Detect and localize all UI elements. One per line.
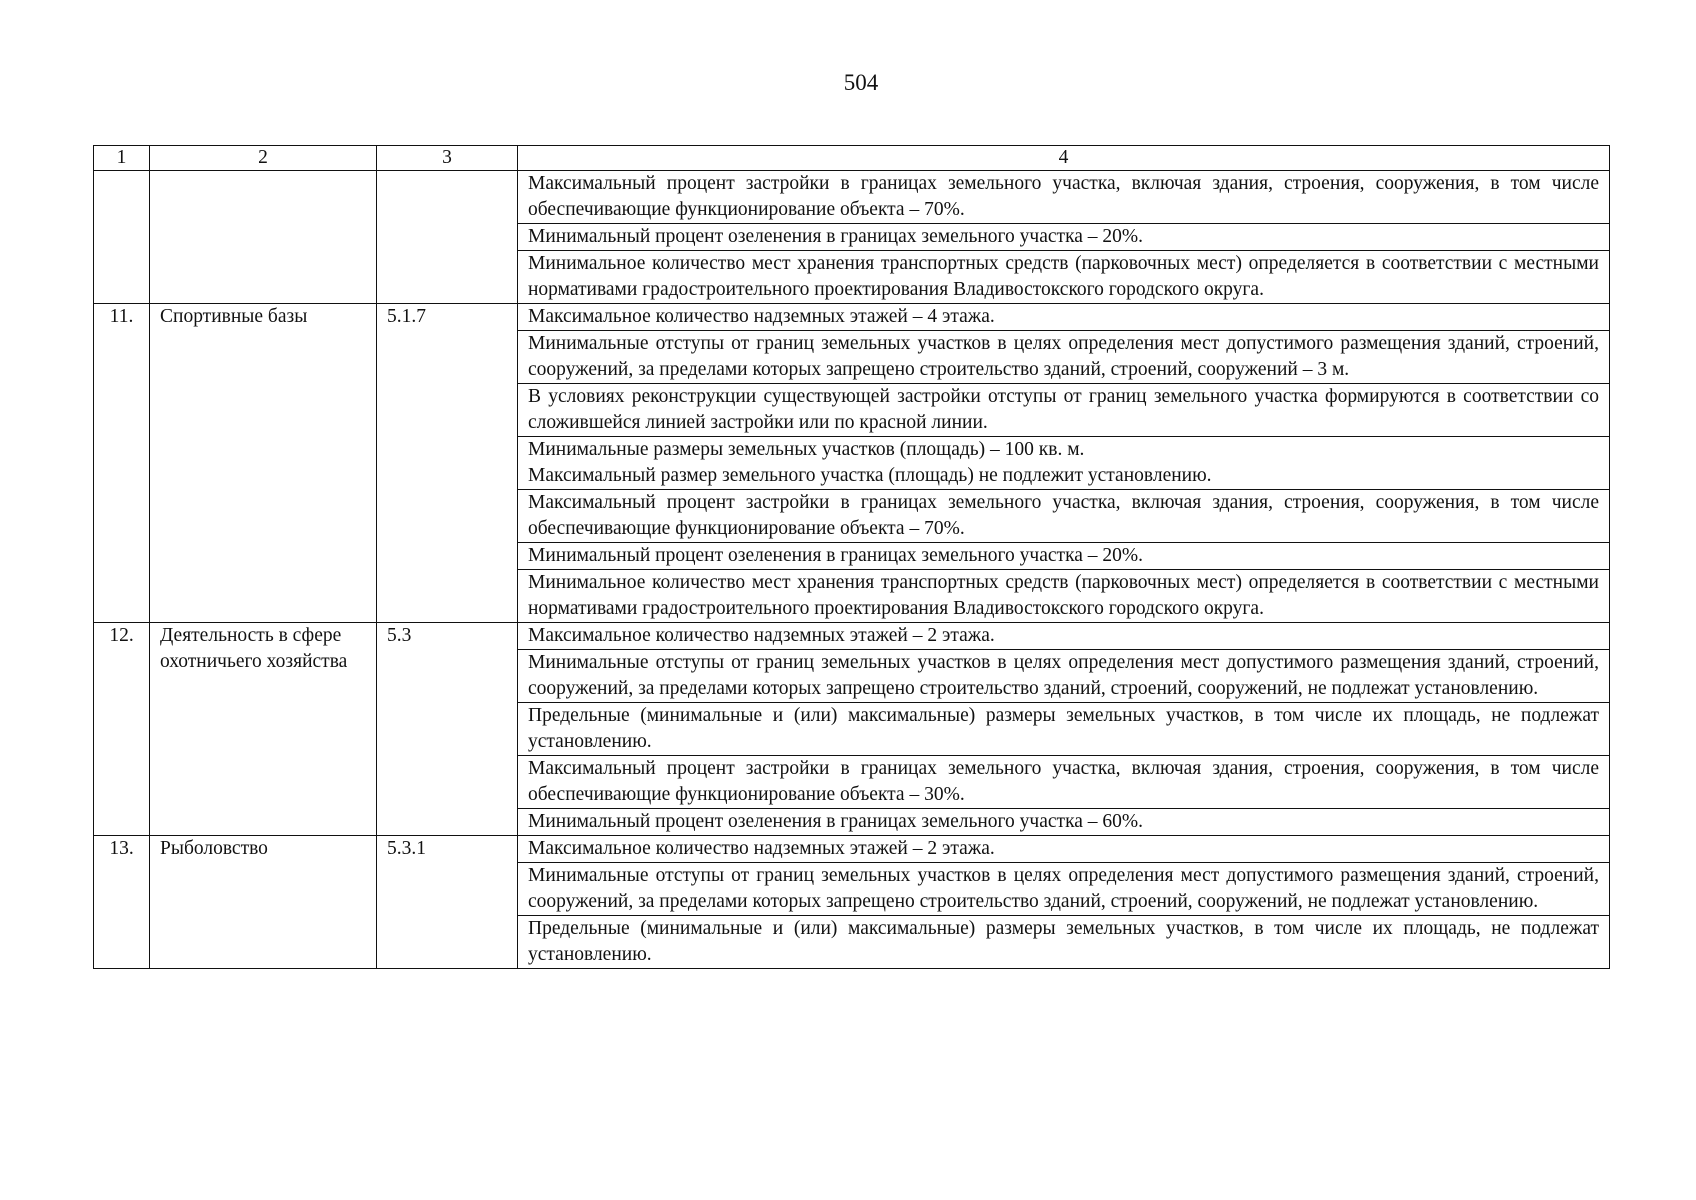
requirement-cell: Минимальные отступы от границ земельных участков в целях определения мест допустимого размещения зданий, строений, сооружений, за пределами которых запрещено строительство зданий, строений, сооружений – 3 м. [518, 331, 1610, 384]
row-code-cell: 5.1.7 [377, 304, 518, 623]
table-row [94, 623, 1610, 650]
row-name-cell: Рыболовство [150, 836, 377, 969]
table-row [94, 836, 1610, 863]
row-name-cell: Деятельность в сфере охотничьего хозяйства [150, 623, 377, 836]
requirement-cell: Минимальные отступы от границ земельных участков в целях определения мест допустимого размещения зданий, строений, сооружений, за пределами которых запрещено строительство зданий, строений, сооружений, не подлежат установлению. [518, 863, 1610, 916]
row-number-cell: 13. [94, 836, 150, 969]
row-number-cell: 11. [94, 304, 150, 623]
column-header: 1 [94, 146, 150, 171]
column-header: 2 [150, 146, 377, 171]
row-number-cell: 12. [94, 623, 150, 836]
requirement-cell [518, 437, 1610, 490]
column-header: 3 [377, 146, 518, 171]
requirement-line: Минимальные размеры земельных участков (площадь) – 100 кв. м. [528, 439, 1085, 460]
requirement-cell: Минимальное количество мест хранения транспортных средств (парковочных мест) определяется в соответствии с местными нормативами градостроительного проектирования Владивостокского городского округа. [518, 251, 1610, 304]
requirement-cell: Максимальное количество надземных этажей – 4 этажа. [518, 304, 1610, 331]
table-row [94, 171, 1610, 224]
row-code-cell: 5.3 [377, 623, 518, 836]
requirement-cell: Максимальное количество надземных этажей – 2 этажа. [518, 623, 1610, 650]
requirement-cell: Минимальный процент озеленения в границах земельного участка – 20%. [518, 224, 1610, 251]
requirement-cell: Минимальный процент озеленения в границах земельного участка – 60%. [518, 809, 1610, 836]
requirement-line: Максимальный размер земельного участка (площадь) не подлежит установлению. [528, 465, 1212, 486]
row-name-cell [150, 171, 377, 304]
page-number: 504 [843, 70, 879, 95]
requirement-cell: Максимальный процент застройки в границах земельного участка, включая здания, строения, сооружения, в том числе обеспечивающие функционирование объекта – 30%. [518, 756, 1610, 809]
requirement-cell: Максимальный процент застройки в границах земельного участка, включая здания, строения, сооружения, в том числе обеспечивающие функционирование объекта – 70%. [518, 490, 1610, 543]
requirement-cell: Минимальный процент озеленения в границах земельного участка – 20%. [518, 543, 1610, 570]
requirement-cell: Предельные (минимальные и (или) максимальные) размеры земельных участков, в том числе их площадь, не подлежат установлению. [518, 703, 1610, 756]
requirement-cell: Максимальное количество надземных этажей – 2 этажа. [518, 836, 1610, 863]
requirement-cell: Максимальный процент застройки в границах земельного участка, включая здания, строения, сооружения, в том числе обеспечивающие функционирование объекта – 70%. [518, 171, 1610, 224]
table-row [94, 304, 1610, 331]
requirement-cell: В условиях реконструкции существующей застройки отступы от границ земельного участка формируются в соответствии со сложившейся линией застройки или по красной линии. [518, 384, 1610, 437]
table-header-row [94, 146, 1610, 171]
row-number-cell [94, 171, 150, 304]
row-name-cell: Спортивные базы [150, 304, 377, 623]
requirement-cell: Минимальное количество мест хранения транспортных средств (парковочных мест) определяется в соответствии с местными нормативами градостроительного проектирования Владивостокского городского округа. [518, 570, 1610, 623]
regulations-table [93, 145, 1610, 969]
column-header: 4 [518, 146, 1610, 171]
row-code-cell: 5.3.1 [377, 836, 518, 969]
requirement-cell: Предельные (минимальные и (или) максимальные) размеры земельных участков, в том числе их площадь, не подлежат установлению. [518, 916, 1610, 969]
row-code-cell [377, 171, 518, 304]
requirement-cell: Минимальные отступы от границ земельных участков в целях определения мест допустимого размещения зданий, строений, сооружений, за пределами которых запрещено строительство зданий, строений, сооружений, не подлежат установлению. [518, 650, 1610, 703]
